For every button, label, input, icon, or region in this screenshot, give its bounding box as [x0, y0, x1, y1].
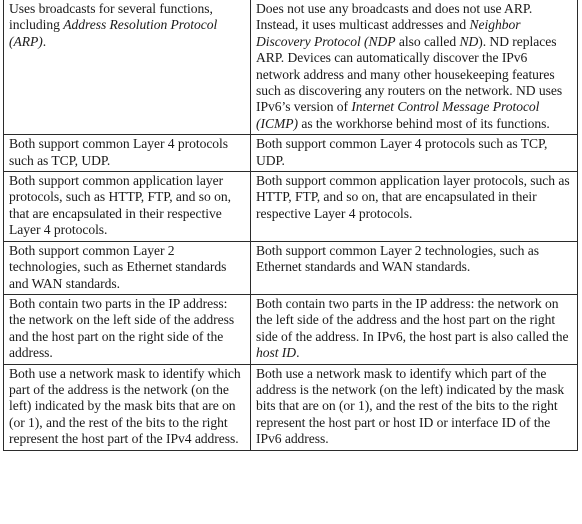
- ipv6-cell: [251, 135, 578, 172]
- cell-text: Both support common Layer 2 technologies, such as Ethernet standards and WAN standards.: [9, 242, 227, 291]
- ipv6-cell: [251, 364, 578, 450]
- ipv4-cell: [4, 364, 251, 450]
- italic-term: Internet Control Message Protocol (ICMP): [256, 99, 540, 131]
- ipv6-cell: [251, 172, 578, 242]
- table-row: [4, 0, 578, 135]
- cell-text: also called: [395, 33, 460, 49]
- ipv4-ipv6-comparison-table: [3, 0, 578, 451]
- ipv4-cell: [4, 0, 251, 135]
- ipv4-cell: [4, 294, 251, 364]
- cell-text: Both support common application layer protocols, such as HTTP, FTP, and so on, that are encapsulated in their respective Layer 4 protocols.: [9, 173, 231, 238]
- italic-term: host ID: [256, 345, 297, 361]
- table-row: [4, 241, 578, 294]
- cell-text: .: [42, 33, 47, 49]
- ipv6-cell: [251, 294, 578, 364]
- cell-text: Both support common Layer 2 technologies, such as Ethernet standards and WAN standards.: [256, 242, 539, 275]
- cell-text: Does not use any broadcasts and does not use ARP. Instead, it uses multicast addresses and: [256, 1, 533, 33]
- table-row: [4, 364, 578, 450]
- cell-text: Both contain two parts in the IP address: the network on the left side of the address and the host part on the right side of the address.: [9, 295, 235, 361]
- italic-term: ND: [459, 33, 479, 49]
- cell-text: Uses broadcasts for several functions, including: [9, 1, 213, 33]
- ipv4-cell: [4, 172, 251, 242]
- italic-term: Neighbor Discovery Protocol (NDP: [256, 17, 521, 49]
- cell-text: .: [296, 345, 300, 361]
- ipv4-cell: [4, 135, 251, 172]
- cell-text: Both support common application layer protocols, such as HTTP, FTP, and so on, that are encapsulated in their respective Layer 4 protocols.: [256, 173, 570, 221]
- table-row: [4, 294, 578, 364]
- cell-text: Both contain two parts in the IP address: the network on the left side of the address and the host part on the right side of the address. In IPv6, the host part is also called the: [256, 295, 569, 344]
- cell-text: Both support common Layer 4 protocols such as TCP, UDP.: [256, 136, 548, 168]
- cell-text: Both use a network mask to identify which part of the address is the network (on the left) indicated by the mask bits that are on (or 1), and the rest of the bits to the right represent the host part or host ID or interface ID of the IPv6 address.: [256, 365, 565, 447]
- ipv4-cell: [4, 241, 251, 294]
- cell-text: Both support common Layer 4 protocols such as TCP, UDP.: [9, 136, 229, 168]
- ipv6-cell: [251, 0, 578, 135]
- table-row: [4, 172, 578, 242]
- ipv6-cell: [251, 241, 578, 294]
- cell-text: as the workhorse behind most of its functions.: [297, 115, 550, 131]
- cell-text: Both use a network mask to identify which part of the address is the network (on the left) indicated by the mask bits that are on (or 1), and the rest of the bits to the right represent the host part of the IPv4 address.: [9, 365, 241, 447]
- cell-text: ). ND replaces ARP. Devices can automatically discover the IPv6 network address and many other housekeeping features such as discovering any routers on the network. ND uses IPv6’s version of: [256, 33, 563, 115]
- italic-term: Address Resolution Protocol (ARP): [9, 17, 218, 49]
- table-row: [4, 135, 578, 172]
